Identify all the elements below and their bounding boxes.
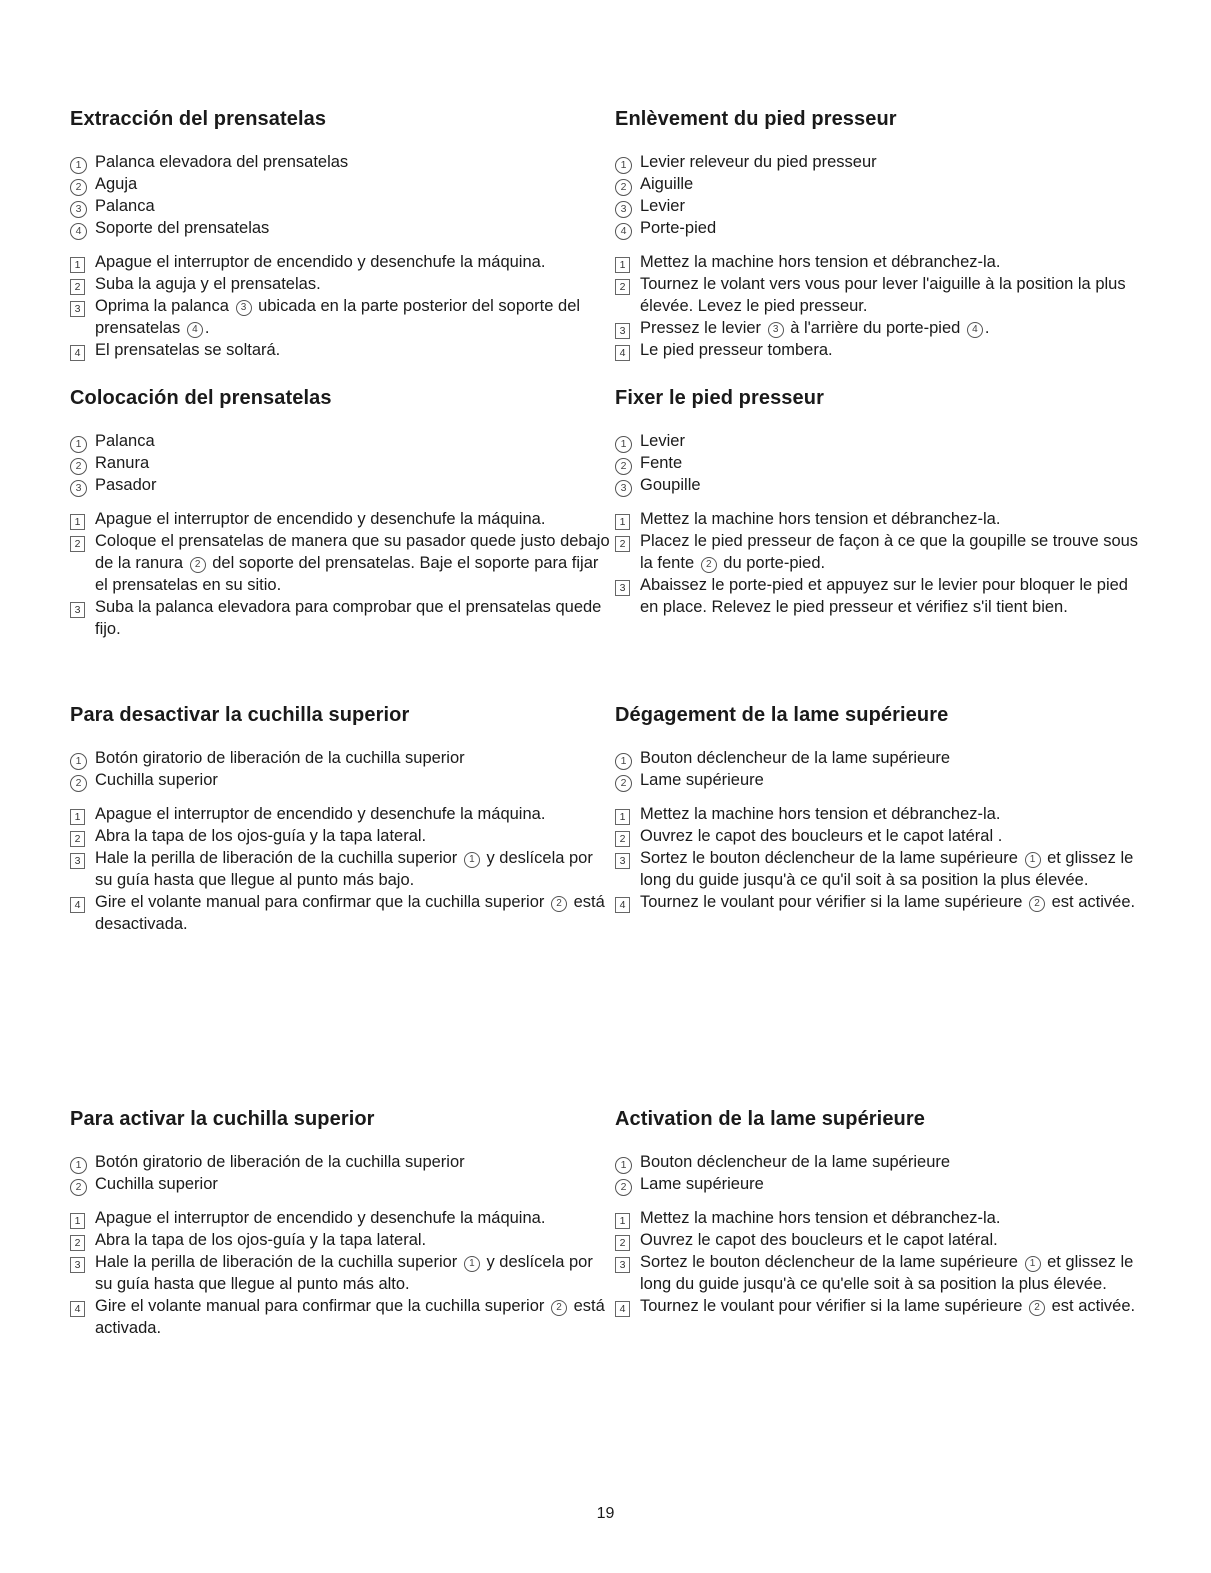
parts-list — [70, 151, 610, 239]
step-text-segment: Gire el volante manual para confirmar que la cuchilla superior — [95, 1297, 549, 1315]
step-text — [95, 803, 610, 825]
step-text-segment: Pressez le levier — [640, 319, 766, 337]
part-item — [70, 173, 610, 195]
step-text-segment: Hale la perilla de liberación de la cuchilla superior — [95, 1253, 462, 1271]
step-item — [615, 317, 1150, 339]
part-item — [70, 1151, 610, 1173]
step-text-segment: Sortez le bouton déclencheur de la lame supérieure — [640, 849, 1023, 867]
part-item — [70, 430, 610, 452]
step-text — [95, 1251, 610, 1295]
part-item — [70, 769, 610, 791]
step-text-segment: est activée. — [1047, 893, 1136, 911]
part-label: Levier releveur du pied presseur — [640, 153, 877, 171]
step-item — [70, 508, 610, 530]
step-item — [615, 1207, 1150, 1229]
circled-number-icon: 2 — [70, 179, 87, 196]
circled-reference-icon: 1 — [464, 852, 480, 868]
step-number-box: 2 — [70, 536, 85, 552]
parts-list — [615, 747, 1150, 791]
step-text-segment: Mettez la machine hors tension et débranchez-la. — [640, 1209, 1001, 1227]
step-text — [95, 530, 610, 596]
step-text-segment: Suba la aguja y el prensatelas. — [95, 275, 321, 293]
step-item — [615, 273, 1150, 317]
parts-list — [70, 430, 610, 496]
step-item — [70, 339, 610, 361]
step-item — [70, 1207, 610, 1229]
part-item — [615, 173, 1150, 195]
section-title: Enlèvement du pied presseur — [615, 108, 897, 130]
part-item — [615, 430, 1150, 452]
step-text — [640, 891, 1150, 913]
part-item — [615, 217, 1150, 239]
step-number-box: 3 — [615, 580, 630, 596]
steps-list — [615, 803, 1150, 913]
steps-list — [70, 1207, 610, 1339]
step-text — [95, 1229, 610, 1251]
step-number-box: 3 — [70, 301, 85, 317]
part-label: Palanca — [95, 432, 155, 450]
step-text — [640, 339, 1150, 361]
circled-number-icon: 1 — [70, 436, 87, 453]
part-label: Palanca elevadora del prensatelas — [95, 153, 349, 171]
step-text-segment: y deslícela por su guía hasta que llegue al punto más bajo. — [95, 849, 593, 889]
part-label: Aiguille — [640, 175, 694, 193]
part-label: Lame supérieure — [640, 771, 764, 789]
section-es-attach — [70, 386, 610, 640]
step-text-segment: y deslícela por su guía hasta que llegue al punto más alto. — [95, 1253, 593, 1293]
circled-reference-icon: 4 — [187, 322, 203, 338]
step-number-box: 4 — [615, 897, 630, 913]
circled-reference-icon: 2 — [701, 557, 717, 573]
circled-number-icon: 1 — [615, 157, 632, 174]
circled-reference-icon: 3 — [236, 300, 252, 316]
step-text — [95, 1207, 610, 1229]
part-item — [615, 195, 1150, 217]
part-label: Botón giratorio de liberación de la cuchilla superior — [95, 749, 465, 767]
circled-number-icon: 1 — [615, 1157, 632, 1174]
part-label: Aguja — [95, 175, 138, 193]
section-fr-attach — [615, 386, 1150, 618]
parts-list — [615, 430, 1150, 496]
circled-reference-icon: 2 — [1029, 896, 1045, 912]
step-text-segment: Mettez la machine hors tension et débranchez-la. — [640, 510, 1001, 528]
step-text-segment: Mettez la machine hors tension et débranchez-la. — [640, 805, 1001, 823]
part-label: Ranura — [95, 454, 150, 472]
part-label: Bouton déclencheur de la lame supérieure — [640, 1153, 951, 1171]
steps-list — [70, 251, 610, 361]
step-number-box: 4 — [615, 345, 630, 361]
step-text — [640, 1251, 1150, 1295]
circled-number-icon: 1 — [615, 753, 632, 770]
part-label: Palanca — [95, 197, 155, 215]
step-number-box: 1 — [70, 257, 85, 273]
parts-list — [70, 1151, 610, 1195]
step-number-box: 2 — [70, 831, 85, 847]
circled-reference-icon: 1 — [1025, 1256, 1041, 1272]
circled-reference-icon: 2 — [551, 1300, 567, 1316]
part-item — [70, 1173, 610, 1195]
step-text — [640, 317, 1150, 339]
part-item — [70, 747, 610, 769]
steps-list — [70, 508, 610, 640]
step-text — [640, 273, 1150, 317]
step-item — [615, 847, 1150, 891]
step-item — [70, 891, 610, 935]
step-item — [70, 273, 610, 295]
part-item — [615, 1151, 1150, 1173]
step-number-box: 3 — [70, 602, 85, 618]
step-item — [70, 1295, 610, 1339]
step-text — [640, 1207, 1150, 1229]
part-item — [615, 151, 1150, 173]
section-title: Activation de la lame supérieure — [615, 1108, 925, 1130]
step-text-segment: está activada. — [95, 1297, 605, 1337]
step-text-segment: Placez le pied presseur de façon à ce que la goupille se trouve sous la fente — [640, 532, 1139, 572]
steps-list — [615, 251, 1150, 361]
step-number-box: 1 — [615, 257, 630, 273]
part-item — [615, 747, 1150, 769]
step-text — [640, 847, 1150, 891]
part-item — [70, 217, 610, 239]
step-text-segment: ubicada en la parte posterior del soporte del prensatelas — [95, 297, 581, 337]
step-text-segment: está desactivada. — [95, 893, 605, 933]
step-number-box: 2 — [70, 1235, 85, 1251]
step-number-box: 2 — [615, 1235, 630, 1251]
section-title: Para activar la cuchilla superior — [70, 1108, 375, 1130]
step-text — [95, 891, 610, 935]
circled-reference-icon: 3 — [768, 322, 784, 338]
step-number-box: 1 — [615, 1213, 630, 1229]
part-label: Bouton déclencheur de la lame supérieure — [640, 749, 951, 767]
step-text-segment: Tournez le voulant pour vérifier si la lame supérieure — [640, 893, 1028, 911]
step-number-box: 3 — [70, 1257, 85, 1273]
section-fr-disengage — [615, 703, 1150, 913]
step-text-segment: Apague el interruptor de encendido y desenchufe la máquina. — [95, 510, 546, 528]
section-fr-remove — [615, 107, 1150, 361]
step-item — [615, 825, 1150, 847]
circled-number-icon: 1 — [70, 157, 87, 174]
part-item — [70, 195, 610, 217]
step-text — [640, 803, 1150, 825]
part-label: Pasador — [95, 476, 157, 494]
circled-number-icon: 1 — [70, 753, 87, 770]
step-text — [640, 825, 1150, 847]
part-label: Fente — [640, 454, 683, 472]
step-text-segment: Coloque el prensatelas de manera que su pasador quede justo debajo de la ranura — [95, 532, 610, 572]
part-item — [615, 1173, 1150, 1195]
step-text-segment: Gire el volante manual para confirmar que la cuchilla superior — [95, 893, 549, 911]
step-text-segment: est activée. — [1047, 1297, 1136, 1315]
part-label: Levier — [640, 197, 685, 215]
step-text — [640, 251, 1150, 273]
step-number-box: 3 — [615, 853, 630, 869]
circled-reference-icon: 1 — [1025, 852, 1041, 868]
section-title: Fixer le pied presseur — [615, 387, 824, 409]
step-text-segment: Apague el interruptor de encendido y desenchufe la máquina. — [95, 253, 546, 271]
step-item — [70, 596, 610, 640]
section-fr-engage — [615, 1107, 1150, 1317]
step-number-box: 1 — [615, 809, 630, 825]
step-text-segment: del soporte del prensatelas. Baje el soporte para fijar el prensatelas en su sitio. — [95, 554, 599, 594]
step-text — [95, 251, 610, 273]
step-text — [640, 1295, 1150, 1317]
step-text-segment: Ouvrez le capot des boucleurs et le capot latéral. — [640, 1231, 998, 1249]
step-number-box: 3 — [615, 323, 630, 339]
part-label: Porte-pied — [640, 219, 717, 237]
step-number-box: 4 — [70, 897, 85, 913]
circled-number-icon: 3 — [615, 201, 632, 218]
step-text — [95, 273, 610, 295]
section-title: Colocación del prensatelas — [70, 387, 332, 409]
part-label: Botón giratorio de liberación de la cuchilla superior — [95, 1153, 465, 1171]
step-item — [615, 574, 1150, 618]
step-text — [95, 847, 610, 891]
step-text-segment: Apague el interruptor de encendido y desenchufe la máquina. — [95, 1209, 546, 1227]
parts-list — [70, 747, 610, 791]
step-number-box: 2 — [615, 831, 630, 847]
part-label: Cuchilla superior — [95, 1175, 218, 1193]
step-number-box: 4 — [70, 345, 85, 361]
step-text-segment: Ouvrez le capot des boucleurs et le capot latéral . — [640, 827, 1003, 845]
step-text — [95, 508, 610, 530]
circled-reference-icon: 2 — [551, 896, 567, 912]
step-text-segment: . — [204, 319, 210, 337]
step-text — [640, 574, 1150, 618]
step-text — [640, 530, 1150, 574]
circled-reference-icon: 2 — [1029, 1300, 1045, 1316]
circled-number-icon: 4 — [70, 223, 87, 240]
circled-number-icon: 2 — [615, 179, 632, 196]
step-item — [70, 803, 610, 825]
step-text-segment: Abra la tapa de los ojos-guía y la tapa lateral. — [95, 1231, 427, 1249]
step-text — [95, 339, 610, 361]
step-text-segment: Le pied presseur tombera. — [640, 341, 833, 359]
section-es-disengage — [70, 703, 610, 935]
section-title: Para desactivar la cuchilla superior — [70, 704, 410, 726]
part-item — [70, 474, 610, 496]
step-item — [615, 530, 1150, 574]
part-label: Lame supérieure — [640, 1175, 764, 1193]
step-item — [615, 1251, 1150, 1295]
section-title: Dégagement de la lame supérieure — [615, 704, 949, 726]
step-item — [615, 891, 1150, 913]
step-number-box: 1 — [70, 809, 85, 825]
step-number-box: 1 — [70, 514, 85, 530]
step-number-box: 2 — [615, 279, 630, 295]
part-label: Soporte del prensatelas — [95, 219, 270, 237]
circled-number-icon: 4 — [615, 223, 632, 240]
step-number-box: 2 — [70, 279, 85, 295]
step-item — [70, 295, 610, 339]
part-label: Levier — [640, 432, 685, 450]
step-text-segment: Mettez la machine hors tension et débranchez-la. — [640, 253, 1001, 271]
page-number: 19 — [596, 1505, 615, 1522]
circled-reference-icon: 2 — [190, 557, 206, 573]
circled-number-icon: 2 — [70, 775, 87, 792]
step-text — [95, 1295, 610, 1339]
parts-list — [615, 151, 1150, 239]
step-text-segment: Abra la tapa de los ojos-guía y la tapa lateral. — [95, 827, 427, 845]
step-item — [70, 251, 610, 273]
step-text-segment: El prensatelas se soltará. — [95, 341, 281, 359]
step-number-box: 1 — [70, 1213, 85, 1229]
step-number-box: 3 — [615, 1257, 630, 1273]
section-es-remove — [70, 107, 610, 361]
section-title: Extracción del prensatelas — [70, 108, 327, 130]
circled-number-icon: 2 — [615, 1179, 632, 1196]
part-label: Cuchilla superior — [95, 771, 218, 789]
step-text — [95, 825, 610, 847]
circled-reference-icon: 4 — [967, 322, 983, 338]
part-item — [70, 452, 610, 474]
part-item — [615, 474, 1150, 496]
step-text-segment: Abaissez le porte-pied et appuyez sur le levier pour bloquer le pied en place. Relevez le pied presseur et vérifiez s'il tient bien. — [640, 576, 1128, 616]
parts-list — [615, 1151, 1150, 1195]
step-item — [70, 1229, 610, 1251]
steps-list — [615, 1207, 1150, 1317]
step-item — [70, 847, 610, 891]
circled-number-icon: 1 — [70, 1157, 87, 1174]
step-item — [615, 508, 1150, 530]
step-text-segment: Oprima la palanca — [95, 297, 234, 315]
circled-number-icon: 2 — [615, 775, 632, 792]
step-text-segment: Tournez le voulant pour vérifier si la lame supérieure — [640, 1297, 1028, 1315]
circled-number-icon: 3 — [70, 480, 87, 497]
steps-list — [70, 803, 610, 935]
circled-number-icon: 2 — [70, 458, 87, 475]
step-text-segment: et glissez le long du guide jusqu'à ce qu'il soit à sa position la plus élevée. — [640, 849, 1134, 889]
circled-number-icon: 1 — [615, 436, 632, 453]
part-item — [615, 769, 1150, 791]
step-number-box: 1 — [615, 514, 630, 530]
step-text-segment: Suba la palanca elevadora para comprobar que el prensatelas quede fijo. — [95, 598, 602, 638]
step-text-segment: Apague el interruptor de encendido y desenchufe la máquina. — [95, 805, 546, 823]
step-number-box: 4 — [615, 1301, 630, 1317]
step-number-box: 3 — [70, 853, 85, 869]
step-text-segment: Tournez le volant vers vous pour lever l'aiguille à la position la plus élevée. Levez le pied presseur. — [640, 275, 1126, 315]
step-text-segment: Sortez le bouton déclencheur de la lame supérieure — [640, 1253, 1023, 1271]
circled-number-icon: 2 — [70, 1179, 87, 1196]
circled-number-icon: 3 — [615, 480, 632, 497]
step-text-segment: à l'arrière du porte-pied — [785, 319, 965, 337]
step-item — [615, 339, 1150, 361]
step-item — [615, 251, 1150, 273]
steps-list — [615, 508, 1150, 618]
circled-reference-icon: 1 — [464, 1256, 480, 1272]
step-item — [615, 1295, 1150, 1317]
step-text — [640, 508, 1150, 530]
step-number-box: 2 — [615, 536, 630, 552]
section-es-engage — [70, 1107, 610, 1339]
step-item — [615, 803, 1150, 825]
step-text-segment: . — [984, 319, 990, 337]
step-text — [95, 295, 610, 339]
part-item — [70, 151, 610, 173]
part-item — [615, 452, 1150, 474]
circled-number-icon: 2 — [615, 458, 632, 475]
step-item — [70, 530, 610, 596]
step-text-segment: Hale la perilla de liberación de la cuchilla superior — [95, 849, 462, 867]
part-label: Goupille — [640, 476, 701, 494]
step-item — [70, 825, 610, 847]
step-number-box: 4 — [70, 1301, 85, 1317]
step-text-segment: du porte-pied. — [718, 554, 826, 572]
step-text — [640, 1229, 1150, 1251]
step-text-segment: et glissez le long du guide jusqu'à ce qu'elle soit à sa position la plus élevée. — [640, 1253, 1134, 1293]
step-text — [95, 596, 610, 640]
step-item — [70, 1251, 610, 1295]
step-item — [615, 1229, 1150, 1251]
circled-number-icon: 3 — [70, 201, 87, 218]
